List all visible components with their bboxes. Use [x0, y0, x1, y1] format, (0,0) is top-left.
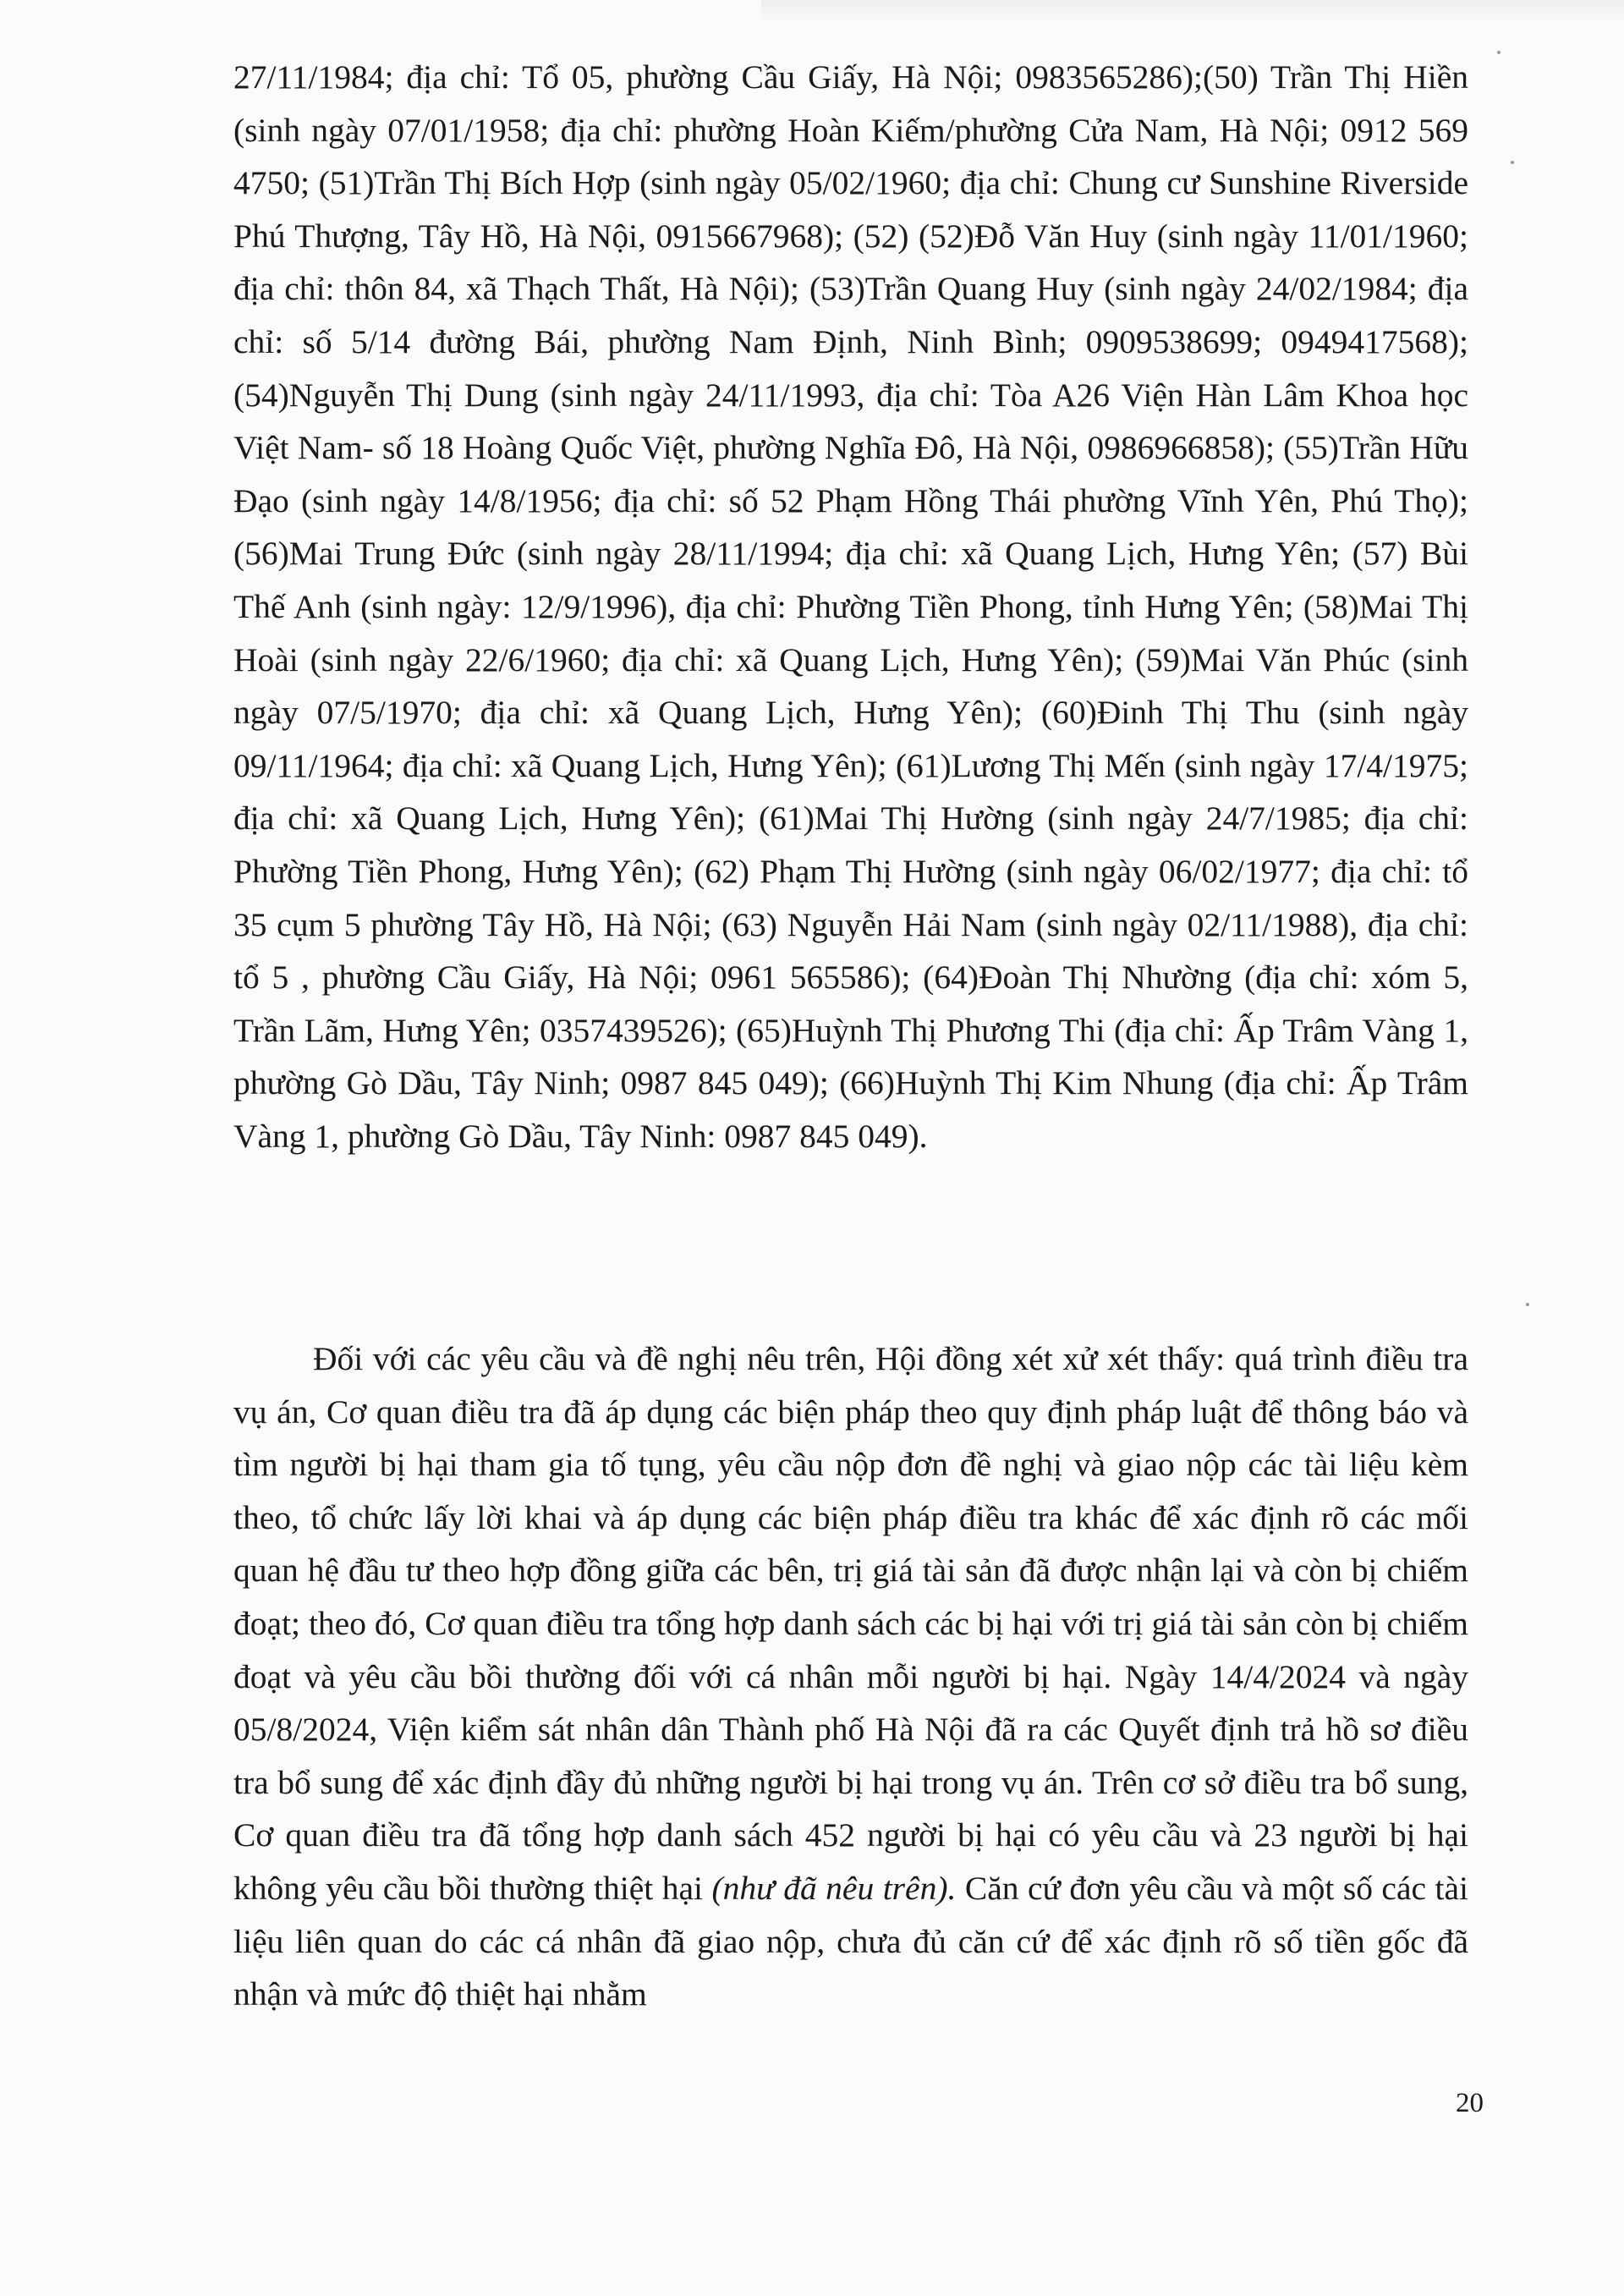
paragraph-court-findings-tail: Căn cứ đơn yêu cầu và một số các tài liệu liên quan do các cá nhân đã giao nộp, chưa đủ căn cứ để xác định rõ số tiền gốc đã nhận và mức độ thiệt hại nhằm: [233, 1869, 1468, 2013]
paragraph-victims-list: [233, 51, 1468, 1162]
page-number: 20: [1456, 2088, 1484, 2118]
paragraph-victims-list-text: 27/11/1984; địa chỉ: Tổ 05, phường Cầu Giấy, Hà Nội; 0983565286);(50) Trần Thị Hiền (sinh ngày 07/01/1958; địa chỉ: phường Hoàn Kiếm/phường Cửa Nam, Hà Nội; 0912 569 4750; (51)Trần Thị Bích Hợp (sinh ngày 05/02/1960; địa chỉ: Chung cư Sunshine Riverside Phú Thượng, Tây Hồ, Hà Nội, 0915667968); (52) (52)Đỗ Văn Huy (sinh ngày 11/01/1960; địa chỉ: thôn 84, xã Thạch Thất, Hà Nội); (53)Trần Quang Huy (sinh ngày 24/02/1984; địa chỉ: số 5/14 đường Bái, phường Nam Định, Ninh Bình; 0909538699; 0949417568); (54)Nguyễn Thị Dung (sinh ngày 24/11/1993, địa chỉ: Tòa A26 Viện Hàn Lâm Khoa học Việt Nam- số 18 Hoàng Quốc Việt, phường Nghĩa Đô, Hà Nội, 0986966858); (55)Trần Hữu Đạo (sinh ngày 14/8/1956; địa chỉ: số 52 Phạm Hồng Thái phường Vĩnh Yên, Phú Thọ); (56)Mai Trung Đức (sinh ngày 28/11/1994; địa chỉ: xã Quang Lịch, Hưng Yên; (57) Bùi Thế Anh (sinh ngày: 12/9/1996), địa chỉ: Phường Tiền Phong, tỉnh Hưng Yên; (58)Mai Thị Hoài (sinh ngày 22/6/1960; địa chỉ: xã Quang Lịch, Hưng Yên); (59)Mai Văn Phúc (sinh ngày 07/5/1970; địa chỉ: xã Quang Lịch, Hưng Yên); (60)Đinh Thị Thu (sinh ngày 09/11/1964; địa chỉ: xã Quang Lịch, Hưng Yên); (61)Lương Thị Mến (sinh ngày 17/4/1975; địa chỉ: xã Quang Lịch, Hưng Yên); (61)Mai Thị Hường (sinh ngày 24/7/1985; địa chỉ: Phường Tiền Phong, Hưng Yên); (62) Phạm Thị Hường (sinh ngày 06/02/1977; địa chỉ: tổ 35 cụm 5 phường Tây Hồ, Hà Nội; (63) Nguyễn Hải Nam (sinh ngày 02/11/1988), địa chỉ: tổ 5 , phường Cầu Giấy, Hà Nội; 0961 565586); (64)Đoàn Thị Nhường (địa chỉ: xóm 5, Trần Lãm, Hưng Yên; 0357439526); (65)Huỳnh Thị Phương Thi (địa chỉ: Ấp Trâm Vàng 1, phường Gò Dầu, Tây Ninh; 0987 845 049); (66)Huỳnh Thị Kim Nhung (địa chỉ: Ấp Trâm Vàng 1, phường Gò Dầu, Tây Ninh: 0987 845 049).: [233, 58, 1468, 1155]
paragraph-court-findings: [233, 1332, 1468, 2021]
scan-speck: [1497, 51, 1501, 54]
scan-edge-shadow: [761, 0, 1624, 25]
paragraph-court-findings-italic: (như đã nêu trên).: [711, 1869, 957, 1907]
scan-speck: [1511, 161, 1514, 164]
scan-speck: [1526, 1303, 1529, 1306]
paragraph-court-findings-main: Đối với các yêu cầu và đề nghị nêu trên, Hội đồng xét xử xét thấy: quá trình điều tra vụ án, Cơ quan điều tra đã áp dụng các biện pháp theo quy định pháp luật để thông báo và tìm người bị hại tham gia tố tụng, yêu cầu nộp đơn đề nghị và giao nộp các tài liệu kèm theo, tổ chức lấy lời khai và áp dụng các biện pháp điều tra khác để xác định rõ các mối quan hệ đầu tư theo hợp đồng giữa các bên, trị giá tài sản đã được nhận lại và còn bị chiếm đoạt; theo đó, Cơ quan điều tra tổng hợp danh sách các bị hại với trị giá tài sản còn bị chiếm đoạt và yêu cầu bồi thường đối với cá nhân mỗi người bị hại. Ngày 14/4/2024 và ngày 05/8/2024, Viện kiểm sát nhân dân Thành phố Hà Nội đã ra các Quyết định trả hồ sơ điều tra bổ sung để xác định đầy đủ những người bị hại trong vụ án. Trên cơ sở điều tra bổ sung, Cơ quan điều tra đã tổng hợp danh sách 452 người bị hại có yêu cầu và 23 người bị hại không yêu cầu bồi thường thiệt hại: [233, 1340, 1468, 1907]
